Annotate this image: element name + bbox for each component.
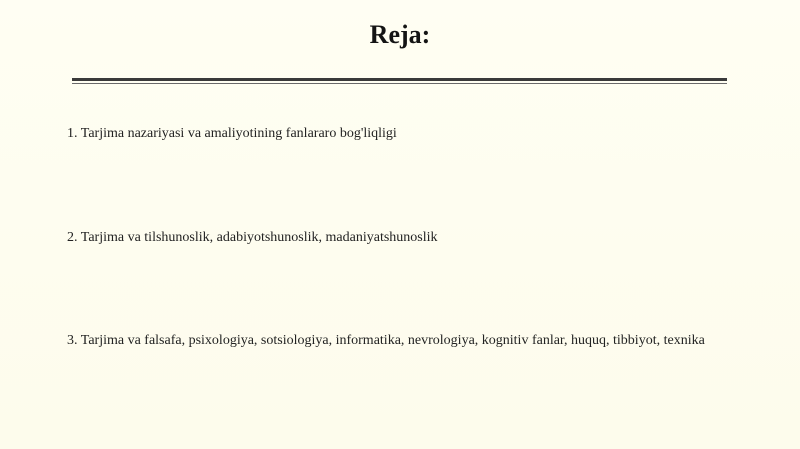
slide-title: Reja: [369, 20, 431, 49]
plan-item-2: 2. Tarjima va tilshunoslik, adabiyotshunoslik, madaniyatshunoslik [67, 230, 438, 245]
title-divider [72, 76, 727, 86]
plan-item-3: 3. Tarjima va falsafa, psixologiya, sotsiologiya, informatika, nevrologiya, kognitiv fanlar, huquq, tibbiyot, texnika [67, 333, 705, 348]
plan-item-1: 1. Tarjima nazariyasi va amaliyotining fanlararo bog'liqligi [67, 126, 397, 141]
divider-thin-line [72, 83, 727, 84]
divider-thick-line [72, 78, 727, 81]
